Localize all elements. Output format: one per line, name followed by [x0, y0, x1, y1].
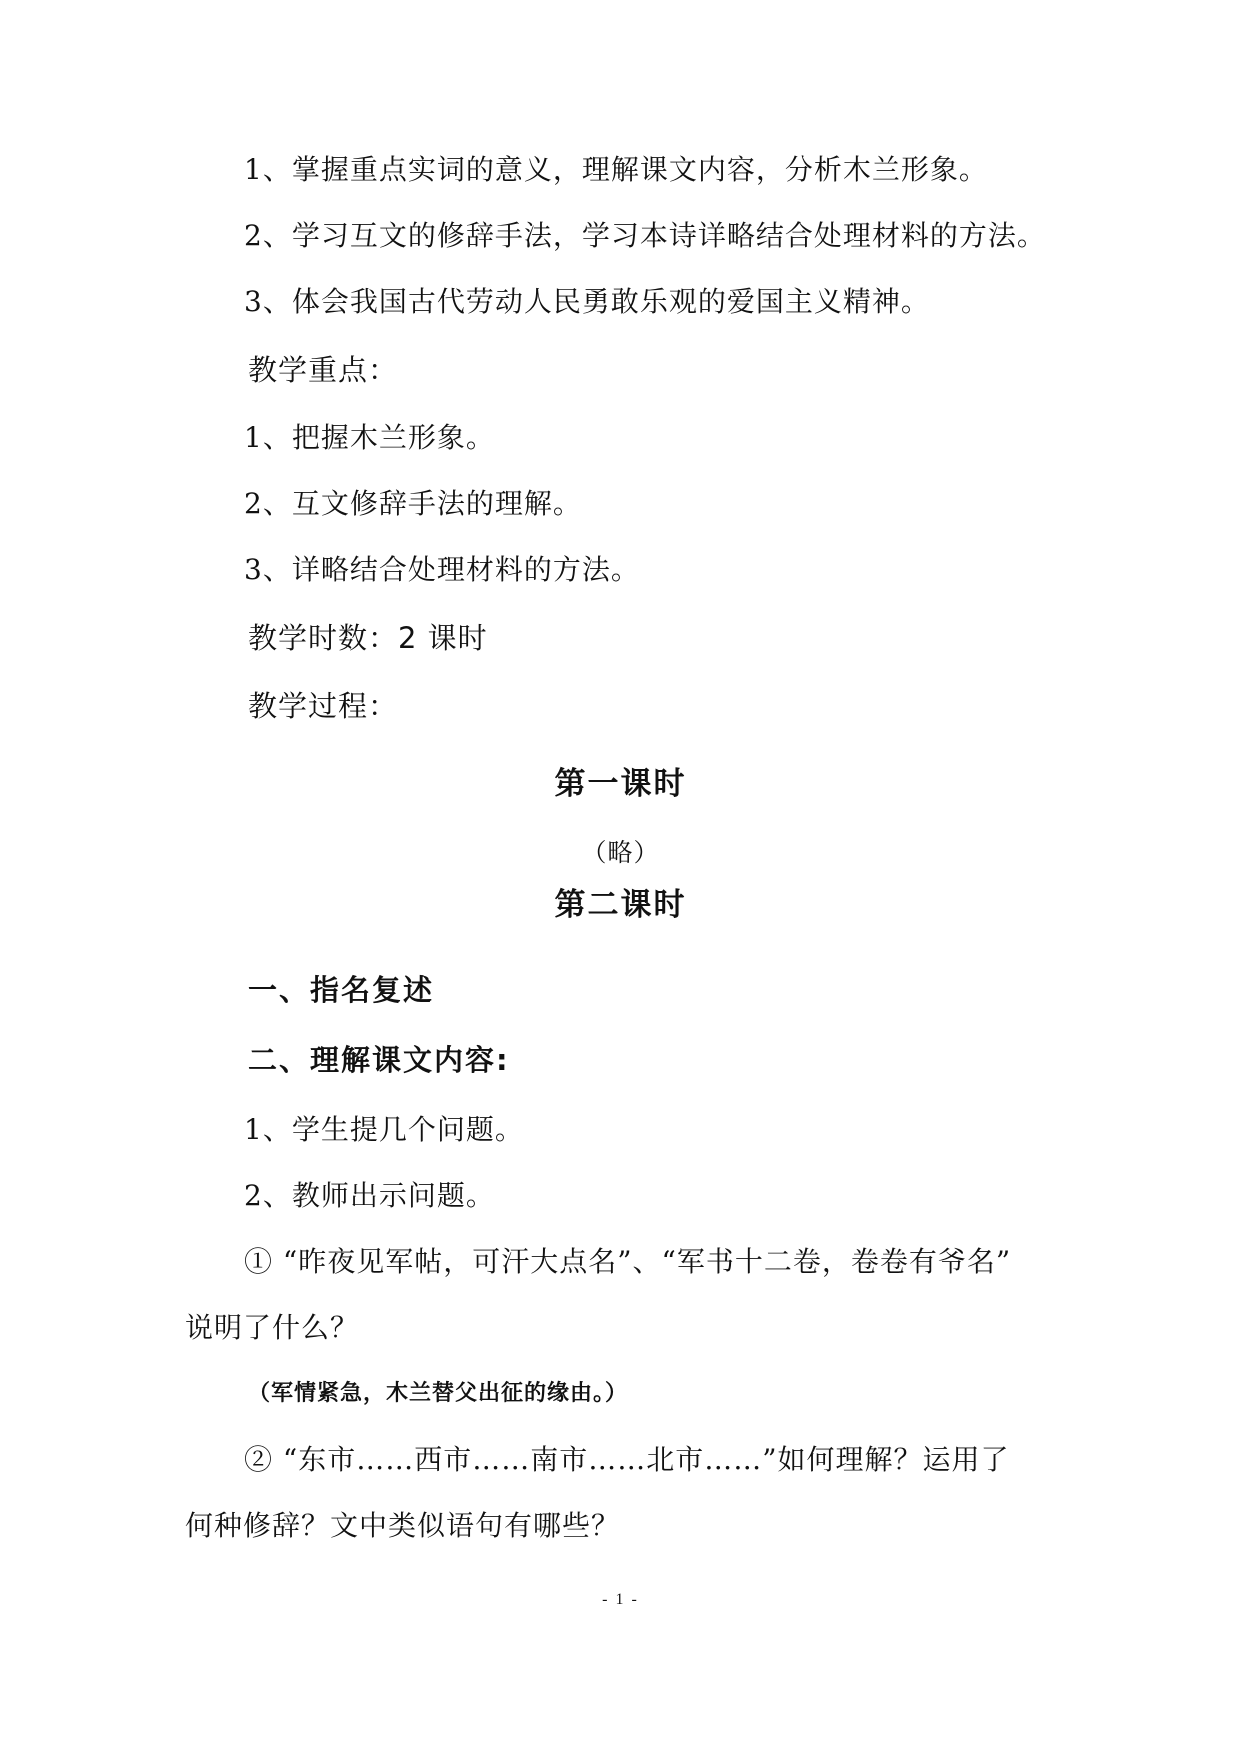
step-2: 2、教师出示问题。 — [244, 1179, 495, 1212]
teaching-hours: 教学时数：2 课时 — [248, 621, 488, 655]
page-number: - 1 - — [602, 1591, 639, 1608]
objective-1: 1、掌握重点实词的意义，理解课文内容，分析木兰形象。 — [244, 153, 988, 186]
key-point-2: 2、互文修辞手法的理解。 — [244, 487, 582, 520]
question-1-answer: （军情紧急，木兰替父出征的缘由。） — [248, 1381, 629, 1406]
question-2-line-2: 何种修辞？文中类似语句有哪些？ — [185, 1509, 621, 1542]
objective-2: 2、学习互文的修辞手法，学习本诗详略结合处理材料的方法。 — [244, 219, 1046, 252]
key-point-3: 3、详略结合处理材料的方法。 — [244, 553, 640, 586]
question-1-line-2: 说明了什么？ — [185, 1311, 360, 1344]
key-points-heading: 教学重点： — [248, 353, 399, 387]
key-point-1: 1、把握木兰形象。 — [244, 421, 495, 454]
lesson-1-note: （略） — [581, 838, 660, 867]
objective-3: 3、体会我国古代劳动人民勇敢乐观的爱国主义精神。 — [244, 285, 930, 318]
lesson-2-title: 第二课时 — [554, 887, 687, 923]
section-1-heading: 一、指名复述 — [248, 973, 435, 1007]
lesson-1-title: 第一课时 — [554, 766, 687, 802]
section-2-heading: 二、理解课文内容: — [248, 1043, 510, 1077]
step-1: 1、学生提几个问题。 — [244, 1113, 524, 1146]
question-1-line-1: ① “昨夜见军帖，可汗大点名”、“军书十二卷，卷卷有爷名” — [244, 1245, 1012, 1278]
process-heading: 教学过程： — [248, 689, 399, 723]
question-2-line-1: ② “东市……西市……南市……北市……”如何理解？运用了 — [244, 1443, 1010, 1476]
